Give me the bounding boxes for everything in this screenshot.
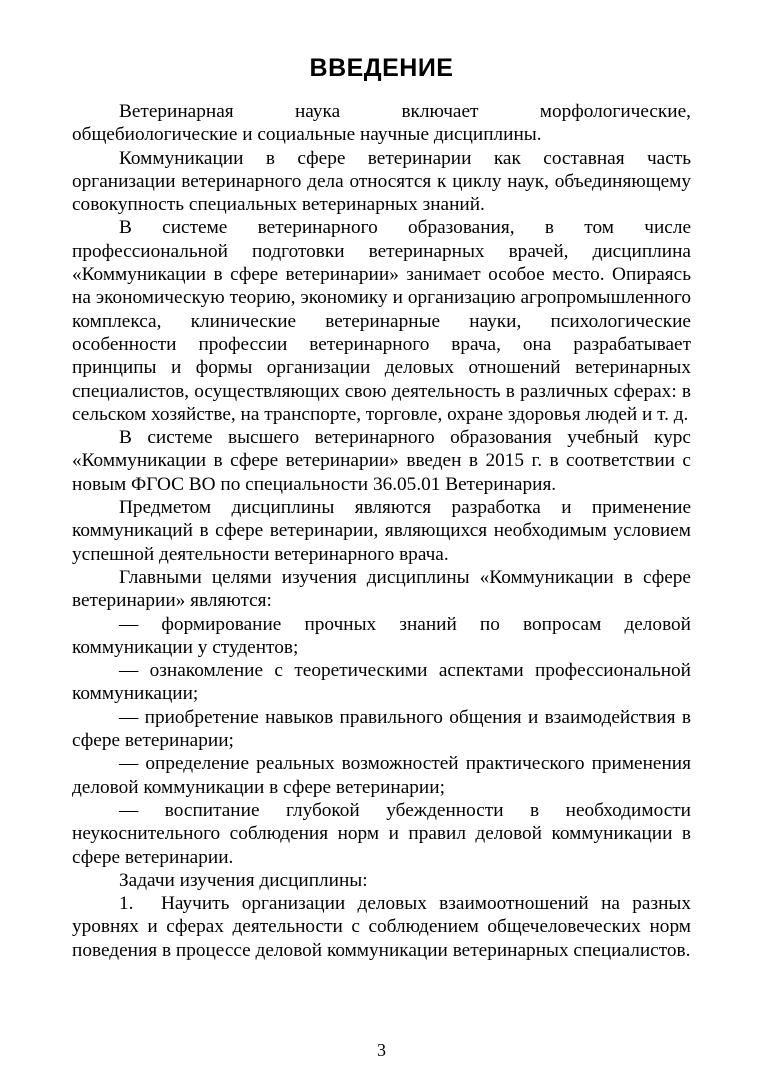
document-page bbox=[72, 50, 691, 962]
document-body bbox=[72, 100, 691, 962]
paragraph: В системе высшего ветеринарного образования учебный курс «Коммуникации в сфере ветеринарии» введен в 2015 г. в соответствии с новым ФГОС ВО по специальности 36.05.01 Ветеринария. bbox=[72, 427, 691, 495]
list-item: — ознакомление с теоретическими аспектами профессиональной коммуникации; bbox=[72, 660, 691, 705]
list-item: — определение реальных возможностей практического применения деловой коммуникации в сфере ветеринарии; bbox=[72, 753, 691, 798]
paragraph: Коммуникации в сфере ветеринарии как составная часть организации ветеринарного дела относятся к циклу наук, объединяющему совокупность специальных ветеринарных знаний. bbox=[72, 147, 691, 216]
page-title: ВВЕДЕНИЕ bbox=[309, 54, 454, 82]
paragraph: Задачи изучения дисциплины: bbox=[119, 869, 368, 891]
item-number: 1. bbox=[119, 893, 134, 915]
page-number: 3 bbox=[377, 1040, 386, 1060]
list-item: — формирование прочных знаний по вопросам деловой коммуникации у студентов; bbox=[72, 613, 691, 658]
paragraph: Предметом дисциплины являются разработка и применение коммуникаций в сфере ветеринарии, являющихся необходимым условием успешной деятельности ветеринарного врача. bbox=[72, 497, 691, 565]
numbered-item bbox=[72, 892, 691, 962]
item-text: Научить организации деловых взаимоотношений на разных уровнях и сферах деятельности с соблюдением общечеловеческих норм поведения в процессе деловой коммуникации ветеринарных специалистов. bbox=[72, 893, 691, 961]
paragraph: Ветеринарная наука включает морфологические, общебиологические и социальные научные дисциплины. bbox=[72, 101, 691, 146]
list-item: — воспитание глубокой убежденности в необходимости неукоснительного соблюдения норм и правил деловой коммуникации в сфере ветеринарии. bbox=[72, 799, 691, 868]
paragraph: Главными целями изучения дисциплины «Коммуникации в сфере ветеринарии» являются: bbox=[72, 566, 691, 612]
list-item: — приобретение навыков правильного общения и взаимодействия в сфере ветеринарии; bbox=[72, 706, 691, 752]
paragraph: В системе ветеринарного образования, в том числе профессиональной подготовки ветеринарных врачей, дисциплина «Коммуникации в сфере ветеринарии» занимает особое место. Опираясь на экономическую теорию, экономику и организацию агропромышленного комплекса, клинические ветеринарные науки, психологические особенности профессии ветеринарного врача, она разрабатывает принципы и формы организации деловых отношений ветеринарных специалистов, осуществляющих свою деятельность в различных сферах: в сельском хозяйстве, на транспорте, торговле, охране здоровья людей и т. д. bbox=[72, 217, 691, 425]
